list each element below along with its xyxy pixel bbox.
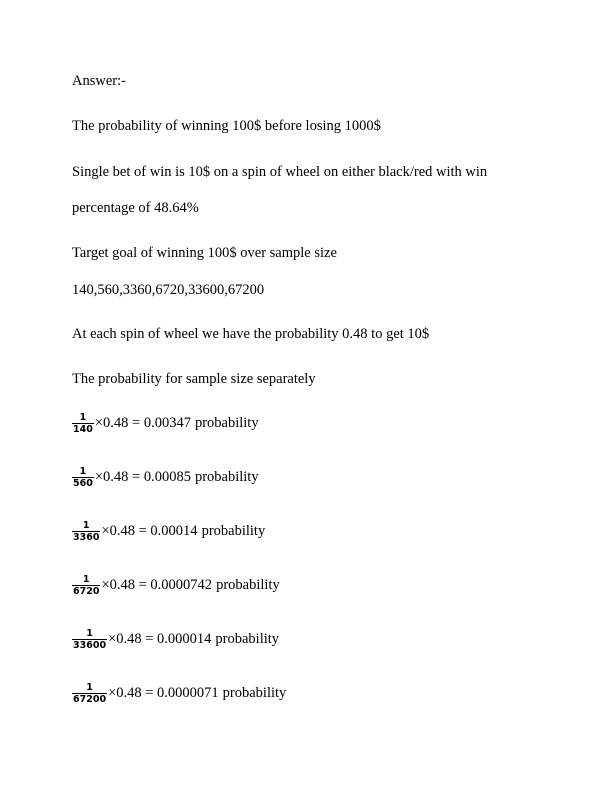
fraction-numerator: 1 xyxy=(79,466,87,477)
fraction-numerator: 1 xyxy=(86,682,93,693)
equation-row xyxy=(72,520,265,543)
equation-word: probability xyxy=(222,685,287,701)
fraction xyxy=(72,574,100,597)
fraction-denominator: 3360 xyxy=(73,532,100,543)
fraction-denominator: 140 xyxy=(73,424,93,435)
each-spin-text: At each spin of wheel we have the probability 0.48 to get 10$ xyxy=(72,326,430,342)
equation-word: probability xyxy=(215,631,280,647)
fraction-numerator: 1 xyxy=(79,412,87,423)
equation-expression: ×0.48 = 0.0000742 xyxy=(101,577,213,593)
equation-row xyxy=(72,682,286,705)
equation-row xyxy=(72,574,280,597)
fraction-denominator: 67200 xyxy=(73,694,107,705)
equation-expression: ×0.48 = 0.0000071 xyxy=(108,685,219,701)
equation-expression: ×0.48 = 0.00347 xyxy=(94,415,191,431)
fraction xyxy=(72,466,94,489)
single-bet-text-line-1: Single bet of win is 10$ on a spin of wheel on either black/red with win xyxy=(72,164,488,180)
equation-expression: ×0.48 = 0.00085 xyxy=(94,469,191,485)
fraction xyxy=(72,682,107,705)
fraction xyxy=(72,412,94,435)
target-goal-text: Target goal of winning 100$ over sample size xyxy=(72,245,337,261)
probability-goal-text: The probability of winning 100$ before losing 1000$ xyxy=(72,118,381,134)
fraction xyxy=(72,520,100,543)
fraction-numerator: 1 xyxy=(82,520,90,531)
fraction-numerator: 1 xyxy=(86,628,93,639)
separately-text: The probability for sample size separately xyxy=(72,371,316,387)
equation-word: probability xyxy=(194,415,259,431)
sample-sizes-text: 140,560,3360,6720,33600,67200 xyxy=(72,282,265,298)
equation-word: probability xyxy=(194,469,259,485)
equation-row xyxy=(72,628,279,651)
fraction-numerator: 1 xyxy=(82,574,90,585)
equation-row xyxy=(72,466,259,489)
equation-row xyxy=(72,412,259,435)
equation-expression: ×0.48 = 0.00014 xyxy=(101,523,198,539)
equation-expression: ×0.48 = 0.000014 xyxy=(108,631,212,647)
answer-heading: Answer:- xyxy=(72,73,126,89)
fraction-denominator: 33600 xyxy=(73,640,107,651)
equation-word: probability xyxy=(201,523,266,539)
equation-word: probability xyxy=(216,577,280,593)
fraction-denominator: 6720 xyxy=(73,586,100,597)
single-bet-text-line-2: percentage of 48.64% xyxy=(72,200,199,216)
fraction xyxy=(72,628,107,651)
fraction-denominator: 560 xyxy=(73,478,93,489)
